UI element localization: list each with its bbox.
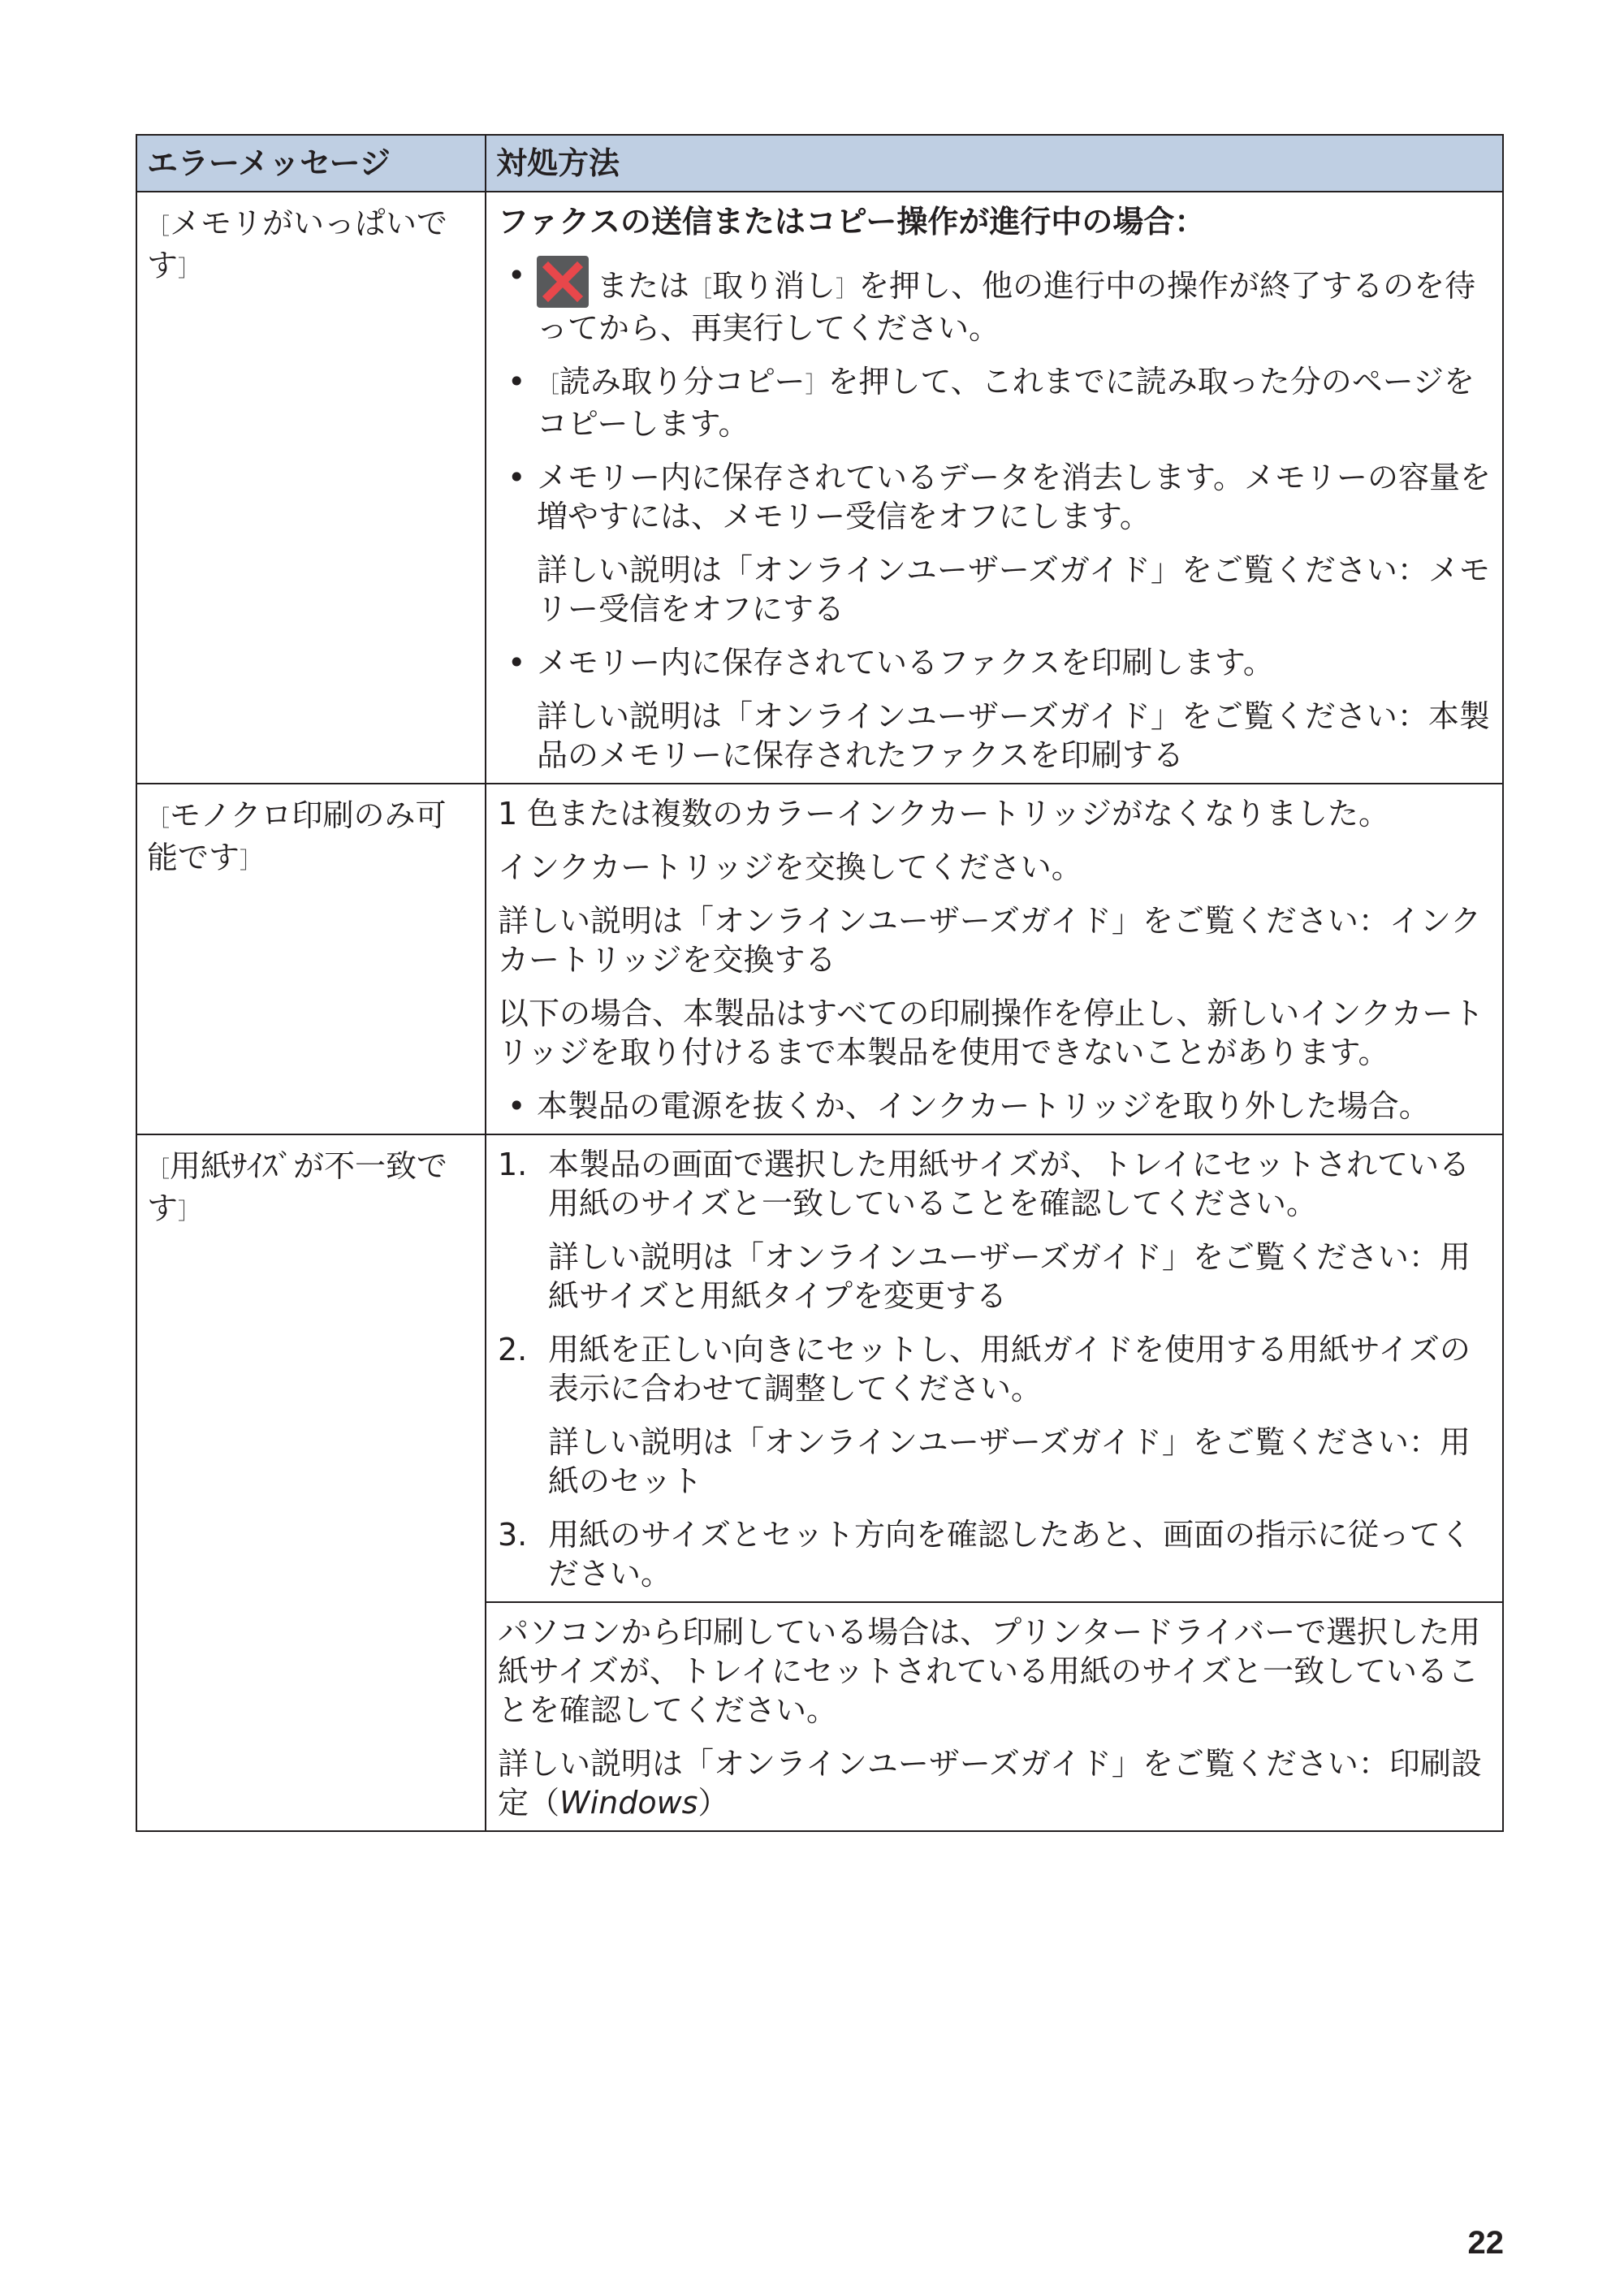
table-header-row <box>136 135 1503 192</box>
list-item: • ［読み取り分コピー］を押して、これまでに読み取った分のページをコピーします。 <box>498 362 1491 443</box>
bullet-icon: • <box>508 364 526 400</box>
list-item: • または［取り消し］を押し、他の進行中の操作が終了するのを待ってから、再実行してください。 <box>498 256 1491 348</box>
solution-text: 以下の場合、本製品はすべての印刷操作を停止し、新しいインクカートリッジを取り付けるまで本製品を使用できないことがあります。 <box>498 996 1484 1070</box>
error-message-table <box>136 134 1504 1832</box>
numbered-item: 3. 用紙のサイズとセット方向を確認したあと、画面の指示に従ってください。 <box>498 1517 1471 1592</box>
header-error-message: エラーメッセージ <box>136 135 486 192</box>
table-row <box>136 1134 1503 1602</box>
list-item: • 本製品の電源を抜くか、インクカートリッジを取り外した場合。 <box>498 1087 1491 1125</box>
bullet-icon: • <box>508 257 526 293</box>
solution-text: インクカートリッジを交換してください。 <box>498 849 1082 885</box>
numbered-item: 1. 本製品の画面で選択した用紙サイズが、トレイにセットされている用紙のサイズと一致していることを確認してください。 <box>498 1147 1471 1221</box>
reference-note: 詳しい説明は「オンラインユーザーズガイド」をご覧ください：メモリー受信をオフにする <box>537 552 1490 627</box>
reference-note: 詳しい説明は「オンラインユーザーズガイド」をご覧ください：用紙のセット <box>548 1424 1471 1499</box>
solution-cell-paper-size-device <box>486 1134 1503 1602</box>
solution-cell-mono-only <box>486 784 1503 1134</box>
solution-text: パソコンから印刷している場合は、プリンタードライバーで選択した用紙サイズが、トレイにセットされている用紙のサイズと一致していることを確認してください。 <box>498 1614 1481 1728</box>
bullet-icon: • <box>508 1088 526 1124</box>
cancel-x-icon <box>537 256 589 308</box>
header-solution: 対処方法 <box>486 135 1503 192</box>
reference-note: 詳しい説明は「オンラインユーザーズガイド」をご覧ください：用紙サイズと用紙タイプを変更する <box>548 1239 1471 1314</box>
reference-note: 詳しい説明は「オンラインユーザーズガイド」をご覧ください：インクカートリッジを交換する <box>498 903 1482 978</box>
reference-note: 詳しい説明は「オンラインユーザーズガイド」をご覧ください：本製品のメモリーに保存されたファクスを印刷する <box>537 698 1490 773</box>
bullet-icon: • <box>508 460 526 495</box>
solution-text: 1 色または複数のカラーインクカートリッジがなくなりました。 <box>498 796 1389 832</box>
error-cell-paper-size-mismatch: ［用紙ｻｲｽﾞが不一致です］ <box>136 1134 486 1831</box>
error-cell-mono-only: ［モノクロ印刷のみ可能です］ <box>136 784 486 1134</box>
solution-cell-memory-full <box>486 192 1503 784</box>
list-item: • メモリー内に保存されているデータを消去します。メモリーの容量を増やすには、メモリー受信をオフにします。 <box>498 458 1491 536</box>
table-row <box>136 192 1503 784</box>
solution-heading: ファクスの送信またはコピー操作が進行中の場合： <box>498 204 1206 240</box>
error-cell-memory-full: ［メモリがいっぱいです］ <box>136 192 486 784</box>
numbered-item: 2. 用紙を正しい向きにセットし、用紙ガイドを使用する用紙サイズの表示に合わせて調整してください。 <box>498 1332 1471 1406</box>
bullet-icon: • <box>508 645 526 680</box>
solution-cell-paper-size-pc <box>486 1602 1503 1831</box>
page-number: 22 <box>1467 2225 1504 2261</box>
list-item: • メモリー内に保存されているファクスを印刷します。 <box>498 643 1491 682</box>
table-row <box>136 784 1503 1134</box>
reference-note: 詳しい説明は「オンラインユーザーズガイド」をご覧ください：印刷設定（Windows） <box>498 1746 1482 1821</box>
